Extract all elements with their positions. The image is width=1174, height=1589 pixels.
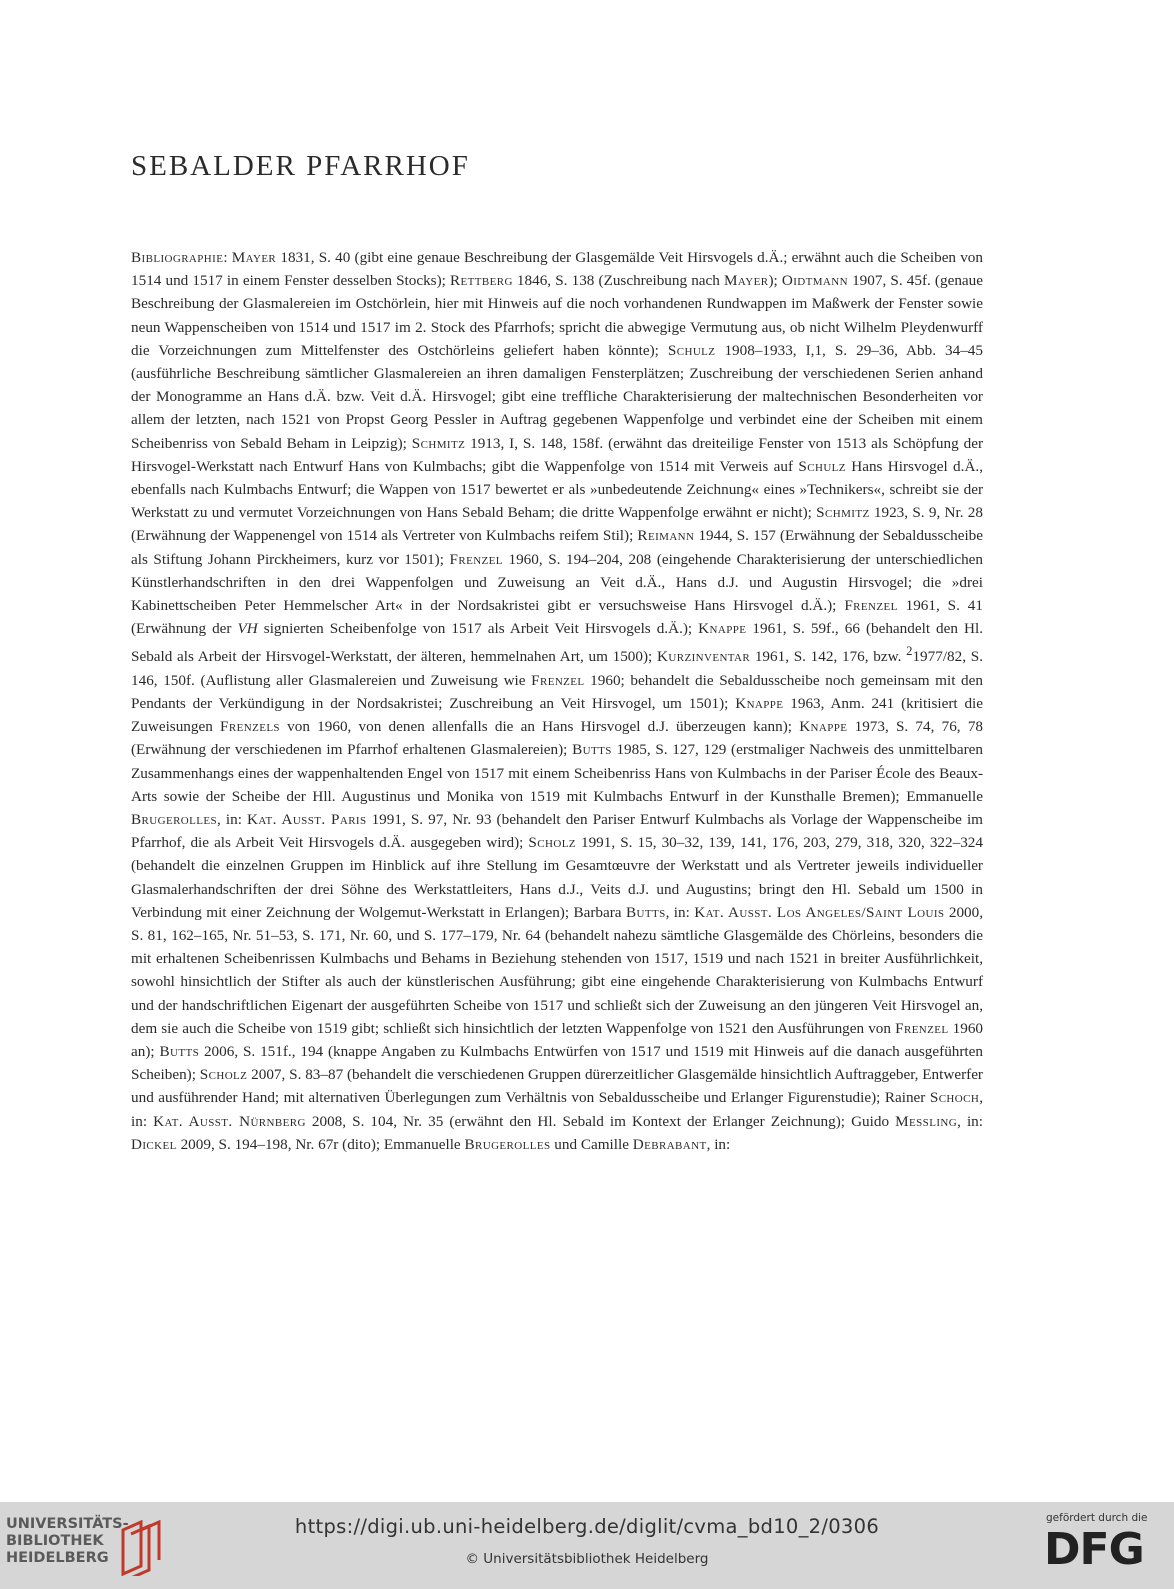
page-title: SEBALDER PFARRHOF bbox=[131, 150, 470, 182]
author-name: Kurzinventar bbox=[657, 648, 751, 666]
author-name: Messling bbox=[895, 1112, 958, 1130]
author-name: Frenzel bbox=[895, 1019, 949, 1037]
author-name: Schulz bbox=[798, 457, 846, 475]
author-name: Schmitz bbox=[411, 434, 466, 452]
author-name: Schulz bbox=[667, 341, 716, 359]
author-name: Mayer bbox=[231, 249, 277, 266]
author-name: Schoch bbox=[929, 1089, 980, 1107]
library-name-line: UNIVERSITÄTS- bbox=[6, 1516, 129, 1532]
author-name: Frenzel bbox=[844, 597, 898, 615]
dfg-logo[interactable] bbox=[1040, 1510, 1165, 1582]
author-name: Mayer bbox=[724, 272, 769, 290]
author-name: Kat. Ausst. Paris bbox=[247, 810, 367, 828]
copyright-notice: © Universitätsbibliothek Heidelberg bbox=[465, 1551, 709, 1567]
author-name: Kat. Ausst. Nürnberg bbox=[153, 1112, 306, 1130]
author-name: Bibliographie bbox=[131, 249, 224, 266]
author-name: Scholz bbox=[199, 1066, 248, 1084]
footer-bar bbox=[0, 1502, 1174, 1589]
author-name: Butts bbox=[159, 1042, 200, 1060]
superscript: 2 bbox=[906, 644, 913, 659]
author-name: Knappe bbox=[735, 694, 784, 712]
author-name: Frenzel bbox=[449, 550, 503, 568]
dfg-tagline: gefördert durch die bbox=[1046, 1512, 1148, 1524]
author-name: Brugerolles bbox=[131, 810, 218, 828]
author-name: Knappe bbox=[799, 718, 848, 736]
author-name: Frenzel bbox=[531, 671, 585, 689]
author-name: Brugerolles bbox=[464, 1135, 551, 1153]
author-name: Kat. Ausst. Los Angeles/Saint Louis bbox=[694, 903, 945, 921]
author-name: Debrabant bbox=[632, 1135, 707, 1153]
author-name: Reimann bbox=[637, 527, 695, 545]
italic-text: VH bbox=[237, 620, 258, 638]
author-name: Knappe bbox=[698, 620, 747, 638]
author-name: Dickel bbox=[131, 1135, 177, 1153]
library-name-line: HEIDELBERG bbox=[6, 1550, 109, 1566]
author-name: Frenzels bbox=[220, 718, 280, 736]
bibliography-paragraph: Bibliographie: Mayer 1831, S. 40 (gibt eine genaue Beschreibung der Glasgemälde Veit Hirsvogels d.Ä.; erwähnt auch die Scheiben von 1514 und 1517 in einem Fenster desselben Stocks); Rettberg 1846, S. 138 (Zuschreibung nach Mayer); Oidtmann 1907, S. 45f. (genaue Beschreibung der Glasmalereien im Ostchörlein, hier mit Hinweis auf die noch vorhandenen Rundwappen im Maßwerk der Fenster sowie neun Wappenscheiben von 1514 und 1517 im 2. Stock des Pfarrhofs; spricht die abwegige Vermutung aus, ob nicht Wilhelm Pleydenwurff die Vorzeichnungen zum Mittelfenster des Ostchörleins geliefert haben könnte); Schulz 1908–1933, I,1, S. 29–36, Abb. 34–45 (ausführliche Beschreibung sämtlicher Glasmalereien an ihren damaligen Fensterplätzen; Zuschreibung der verschiedenen Serien anhand der Monogramme an Hans d.Ä. bzw. Veit d.Ä. Hirsvogel; gibt eine treffliche Charakterisierung der maltechnischen Besonderheiten vor allem der letzten, nach 1521 von Propst Georg Pessler in Auftrag gegebenen Wappenfolge und verbindet eine der Scheiben mit einem Scheibenriss von Sebald Beham in Leipzig); Schmitz 1913, I, S. 148, 158f. (erwähnt das dreiteilige Fenster von 1513 als Schöpfung der Hirsvogel-Werkstatt nach Entwurf Hans von Kulmbachs; gibt die Wappenfolge von 1514 mit Verweis auf Schulz Hans Hirsvogel d.Ä., ebenfalls nach Kulmbachs Entwurf; die Wappen von 1517 bewertet er als »unbedeutende Zeichnung« eines »Technikers«, schreibt sie der Werkstatt zu und vermutet Vorzeichnungen von Hans Sebald Beham; die dritte Wappenfolge erwähnt er nicht); Schmitz 1923, S. 9, Nr. 28 (Erwähnung der Wappenengel von 1514 als Vertreter von Kulmbachs reifem Stil); Reimann 1944, S. 157 (Erwähnung der Sebaldusscheibe als Stiftung Johann Pirckheimers, kurz vor 1501); Frenzel 1960, S. 194–204, 208 (eingehende Charakterisierung der unterschiedlichen Künstlerhandschriften in den drei Wappenfolgen und Zuweisung an Veit d.Ä., Hans d.J. und Augustin Hirsvogel; die »drei Kabinettscheiben Peter Hemmelscher Art« in der Nordsakristei gibt er versuchsweise Hans Hirsvogel d.Ä.); Frenzel 1961, S. 41 (Erwähnung der VH signierten Scheibenfolge von 1517 als Arbeit Veit Hirsvogels d.Ä.); Knappe 1961, S. 59f., 66 (behandelt den Hl. Sebald als Arbeit der Hirsvogel-Werkstatt, der älteren, hemmelnahen Art, um 1500); Kurzinventar 1961, S. 142, 176, bzw. $^2$1977/82, S. 146, 150f. (Auflistung aller Glasmalereien und Zuweisung wie Frenzel 1960; behandelt die Sebaldusscheibe noch gemeinsam mit den Pendants der Verkündigung in der Nordsakristei; Zuschreibung an Veit Hirsvogel, um 1501); Knappe 1963, Anm. 241 (kritisiert die Zuweisungen Frenzels von 1960, von denen allenfalls die an Hans Hirsvogel d.J. überzeugen kann); Knappe 1973, S. 74, 76, 78 (Erwähnung der verschiedenen im Pfarrhof erhaltenen Glasmalereien); Butts 1985, S. 127, 129 (erstmaliger Nachweis des unmittelbaren Zusammenhangs eines der wappenhaltenden Engel von 1517 mit einem Scheibenriss Hans von Kulmbachs in der Pariser École des Beaux-Arts sowie der Scheibe der Hll. Augustinus und Monika von 1519 mit Kulmbachs Entwurf in der Kunsthalle Bremen); Emmanuelle Brugerolles, in: Kat. Ausst. Paris 1991, S. 97, Nr. 93 (behandelt den Pariser Entwurf Kulmbachs als Vorlage der Wappenscheibe im Pfarrhof, die als Arbeit Veit Hirsvogels d.Ä. ausgegeben wird); Scholz 1991, S. 15, 30–32, 139, 141, 176, 203, 279, 318, 320, 322–324 (behandelt die einzelnen Gruppen im Hinblick auf ihre Stellung im Gesamtœuvre der Werkstatt und als Vertreter jeweils individueller Glasmalerhandschriften der drei Söhne des Werkstattleiters, Hans d.J., Veits d.J. und Augustins; bringt den Hl. Sebald um 1500 in Verbindung mit einer Zeichnung der Wolgemut-Werkstatt in Erlangen); Barbara Butts, in: Kat. Ausst. Los Angeles/Saint Louis 2000, S. 81, 162–165, Nr. 51–53, S. 171, Nr. 60, und S. 177–179, Nr. 64 (behandelt nahezu sämtliche Glasgemälde des Chörleins, besonders die mit erhaltenen Scheibenrissen Kulmbachs und Behams in Beziehung stehenden von 1517, 1519 und nach 1521 in breiter Ausführlichkeit, sowohl hinsichtlich der Stifter als auch der künstlerischen Ausführung; gibt eine eingehende Charakterisierung von Kulmbachs Entwurf und der handschriftlichen Eigenart der ausgeführten Scheibe von 1517 und schließt sich der Zuweisung an den jüngeren Veit Hirsvogel an, dem sie auch die Scheibe von 1519 gibt; schließt sich hinsichtlich der letzten Wappenfolge von 1521 den Ausführungen von Frenzel 1960 an); Butts 2006, S. 151f., 194 (knappe Angaben zu Kulmbachs Entwürfen von 1517 und 1519 mit Hinweis auf die danach ausgeführten Scheiben); Scholz 2007, S. 83–87 (behandelt die verschiedenen Gruppen dürerzeitlicher Glasgemälde hinsichtlich Auftraggeber, Entwerfer und ausführender Hand; mit alternativen Überlegungen zum Verhältnis von Sebaldusscheibe und Erlanger Figurenstudie); Rainer Schoch, in: Kat. Ausst. Nürnberg 2008, S. 104, Nr. 35 (erwähnt den Hl. Sebald im Kontext der Erlanger Zeichnung); Guido Messling, in: Dickel 2009, S. 194–198, Nr. 67r (dito); Emmanuelle Brugerolles und Camille Debrabant, in: bbox=[131, 249, 984, 1153]
author-name: Scholz bbox=[528, 834, 576, 852]
author-name: Butts bbox=[572, 741, 612, 759]
author-name: Schmitz bbox=[816, 504, 870, 522]
source-url-link[interactable]: https://digi.ub.uni-heidelberg.de/diglit/cvma_bd10_2/0306 bbox=[294, 1515, 880, 1538]
author-name: Butts bbox=[625, 903, 666, 921]
dfg-wordmark: DFG bbox=[1044, 1524, 1144, 1575]
library-name-line: BIBLIOTHEK bbox=[6, 1533, 104, 1549]
author-name: Rettberg bbox=[449, 272, 513, 290]
author-name: Oidtmann bbox=[781, 272, 848, 290]
